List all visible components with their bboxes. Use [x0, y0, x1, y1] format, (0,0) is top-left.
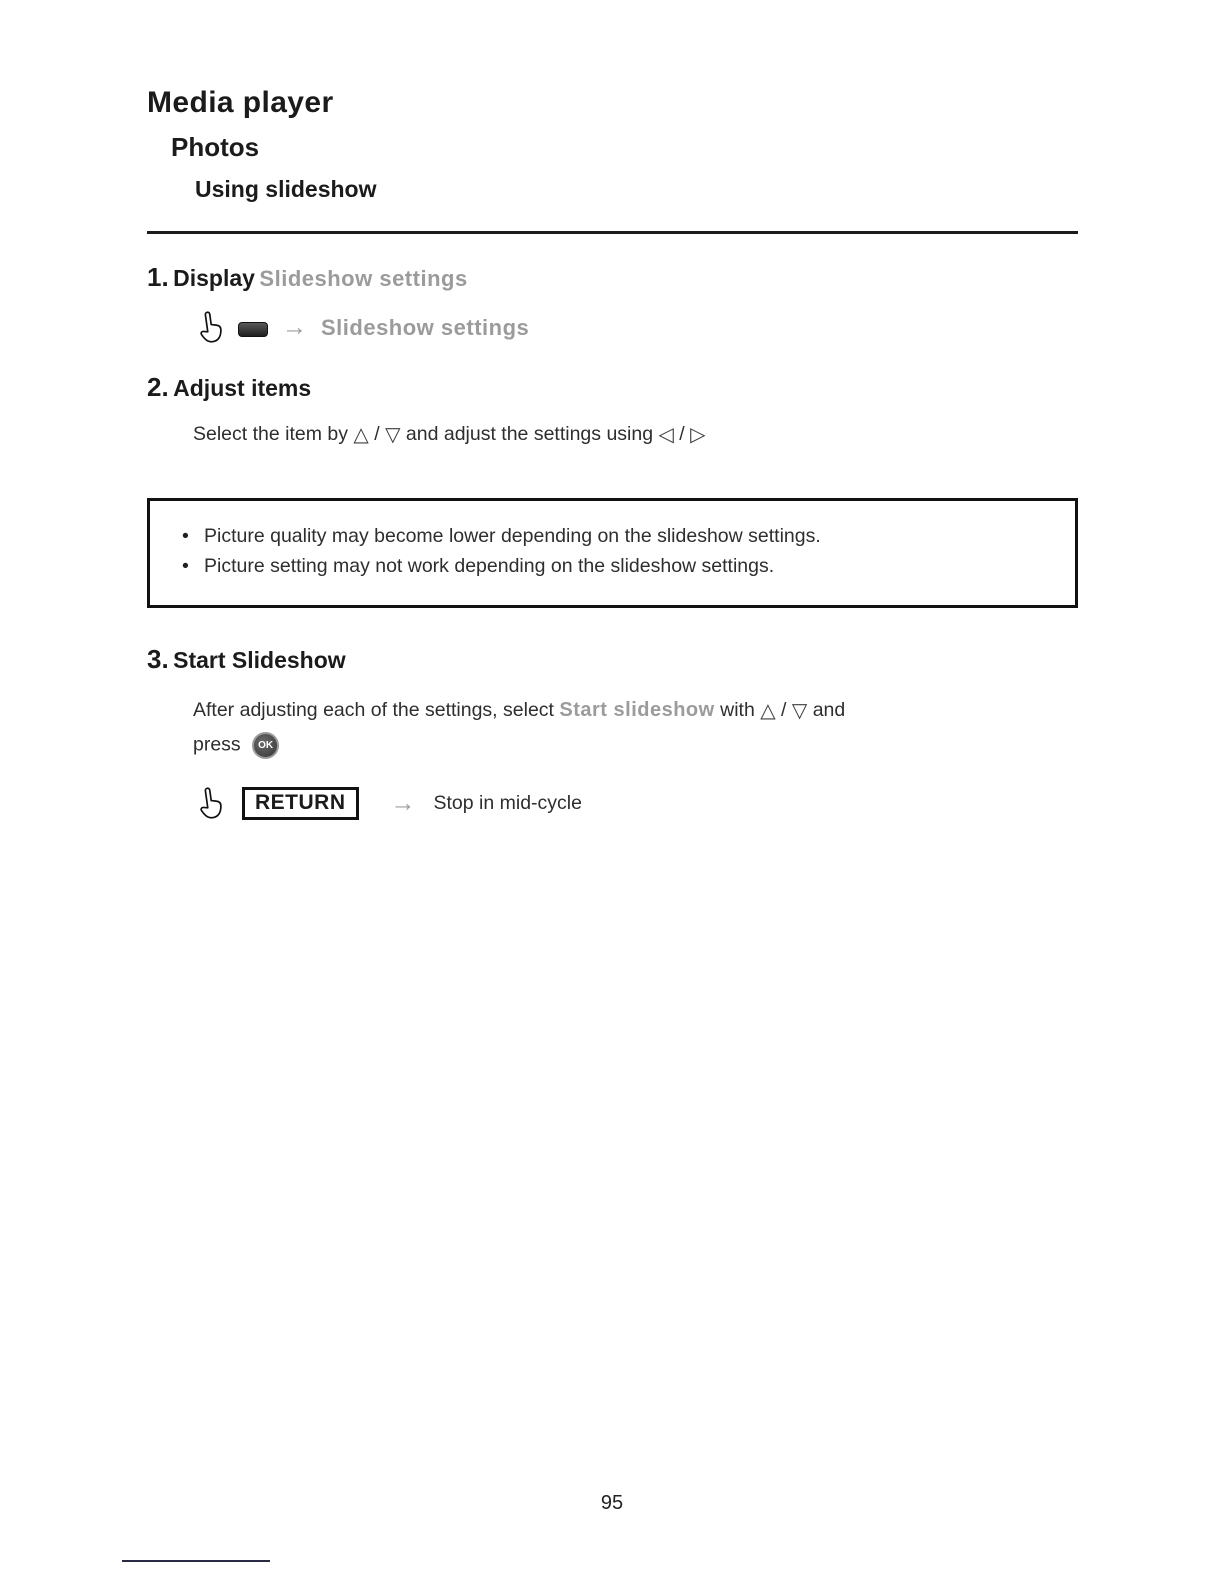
step2-instruction: [193, 421, 1078, 446]
footer-link-underline: [122, 1560, 270, 1562]
step2-text-before: Select the item by: [193, 423, 348, 445]
press-hand-icon: [195, 309, 226, 345]
arrow-icon: →: [282, 313, 307, 341]
step3-label: Start Slideshow: [173, 647, 346, 674]
step2-number: 2.: [147, 372, 169, 402]
left-triangle-icon: ◁: [658, 424, 674, 446]
step3-instruction-line2: [193, 732, 1078, 759]
step3-menu-reference: Start slideshow: [559, 699, 715, 722]
page-section-title: Using slideshow: [195, 176, 377, 202]
note-item: • Picture setting may not work depending on the slideshow settings.: [176, 551, 1061, 581]
down-triangle-icon: ▽: [385, 424, 401, 446]
right-triangle-icon: ▷: [690, 424, 706, 446]
step3-text-press: press: [193, 734, 241, 757]
step2-heading: [147, 372, 1078, 403]
arrow-icon: →: [390, 789, 416, 818]
step1-menu-reference: Slideshow settings: [259, 266, 468, 291]
page-title: Media player: [147, 86, 334, 119]
step3-text-with: with: [720, 699, 755, 722]
manual-page-content: [147, 86, 1078, 820]
step2-label: Adjust items: [173, 375, 312, 401]
up-triangle-icon: △: [353, 424, 369, 446]
step3-instruction-line1: [193, 697, 1078, 722]
press-hand-icon: [195, 786, 226, 822]
step3-return-text: Stop in mid-cycle: [433, 792, 582, 815]
notes-list: [176, 521, 1061, 581]
step1-number: 1.: [147, 262, 169, 292]
notes-box: [147, 498, 1078, 608]
page-subtitle: Photos: [171, 132, 260, 162]
note-item: • Picture quality may become lower depending on the slideshow settings.: [176, 521, 1061, 551]
step3-text-before: After adjusting each of the settings, select: [193, 699, 554, 722]
step3-heading: [147, 644, 1078, 675]
step2-text-between: and adjust the settings using: [405, 423, 654, 445]
slash-separator: /: [679, 423, 685, 445]
step1-hint-menu-reference: Slideshow settings: [321, 314, 530, 340]
slash-separator: /: [781, 699, 787, 722]
step3-return-hint: [197, 787, 1078, 820]
step1-heading: [147, 262, 1078, 293]
up-triangle-icon: △: [760, 700, 776, 723]
section-divider: [147, 231, 1078, 234]
step3-number: 3.: [147, 644, 169, 675]
page-number: 95: [600, 1492, 624, 1514]
step1-label: Display: [173, 265, 255, 291]
ok-button-icon: OK: [252, 732, 279, 759]
slash-separator: /: [374, 423, 380, 445]
down-triangle-icon: ▽: [791, 700, 808, 723]
remote-button-icon: [238, 322, 268, 337]
return-button-icon: RETURN: [242, 787, 359, 820]
step1-remote-hint: [197, 311, 1078, 344]
step3-text-and: and: [812, 699, 846, 722]
